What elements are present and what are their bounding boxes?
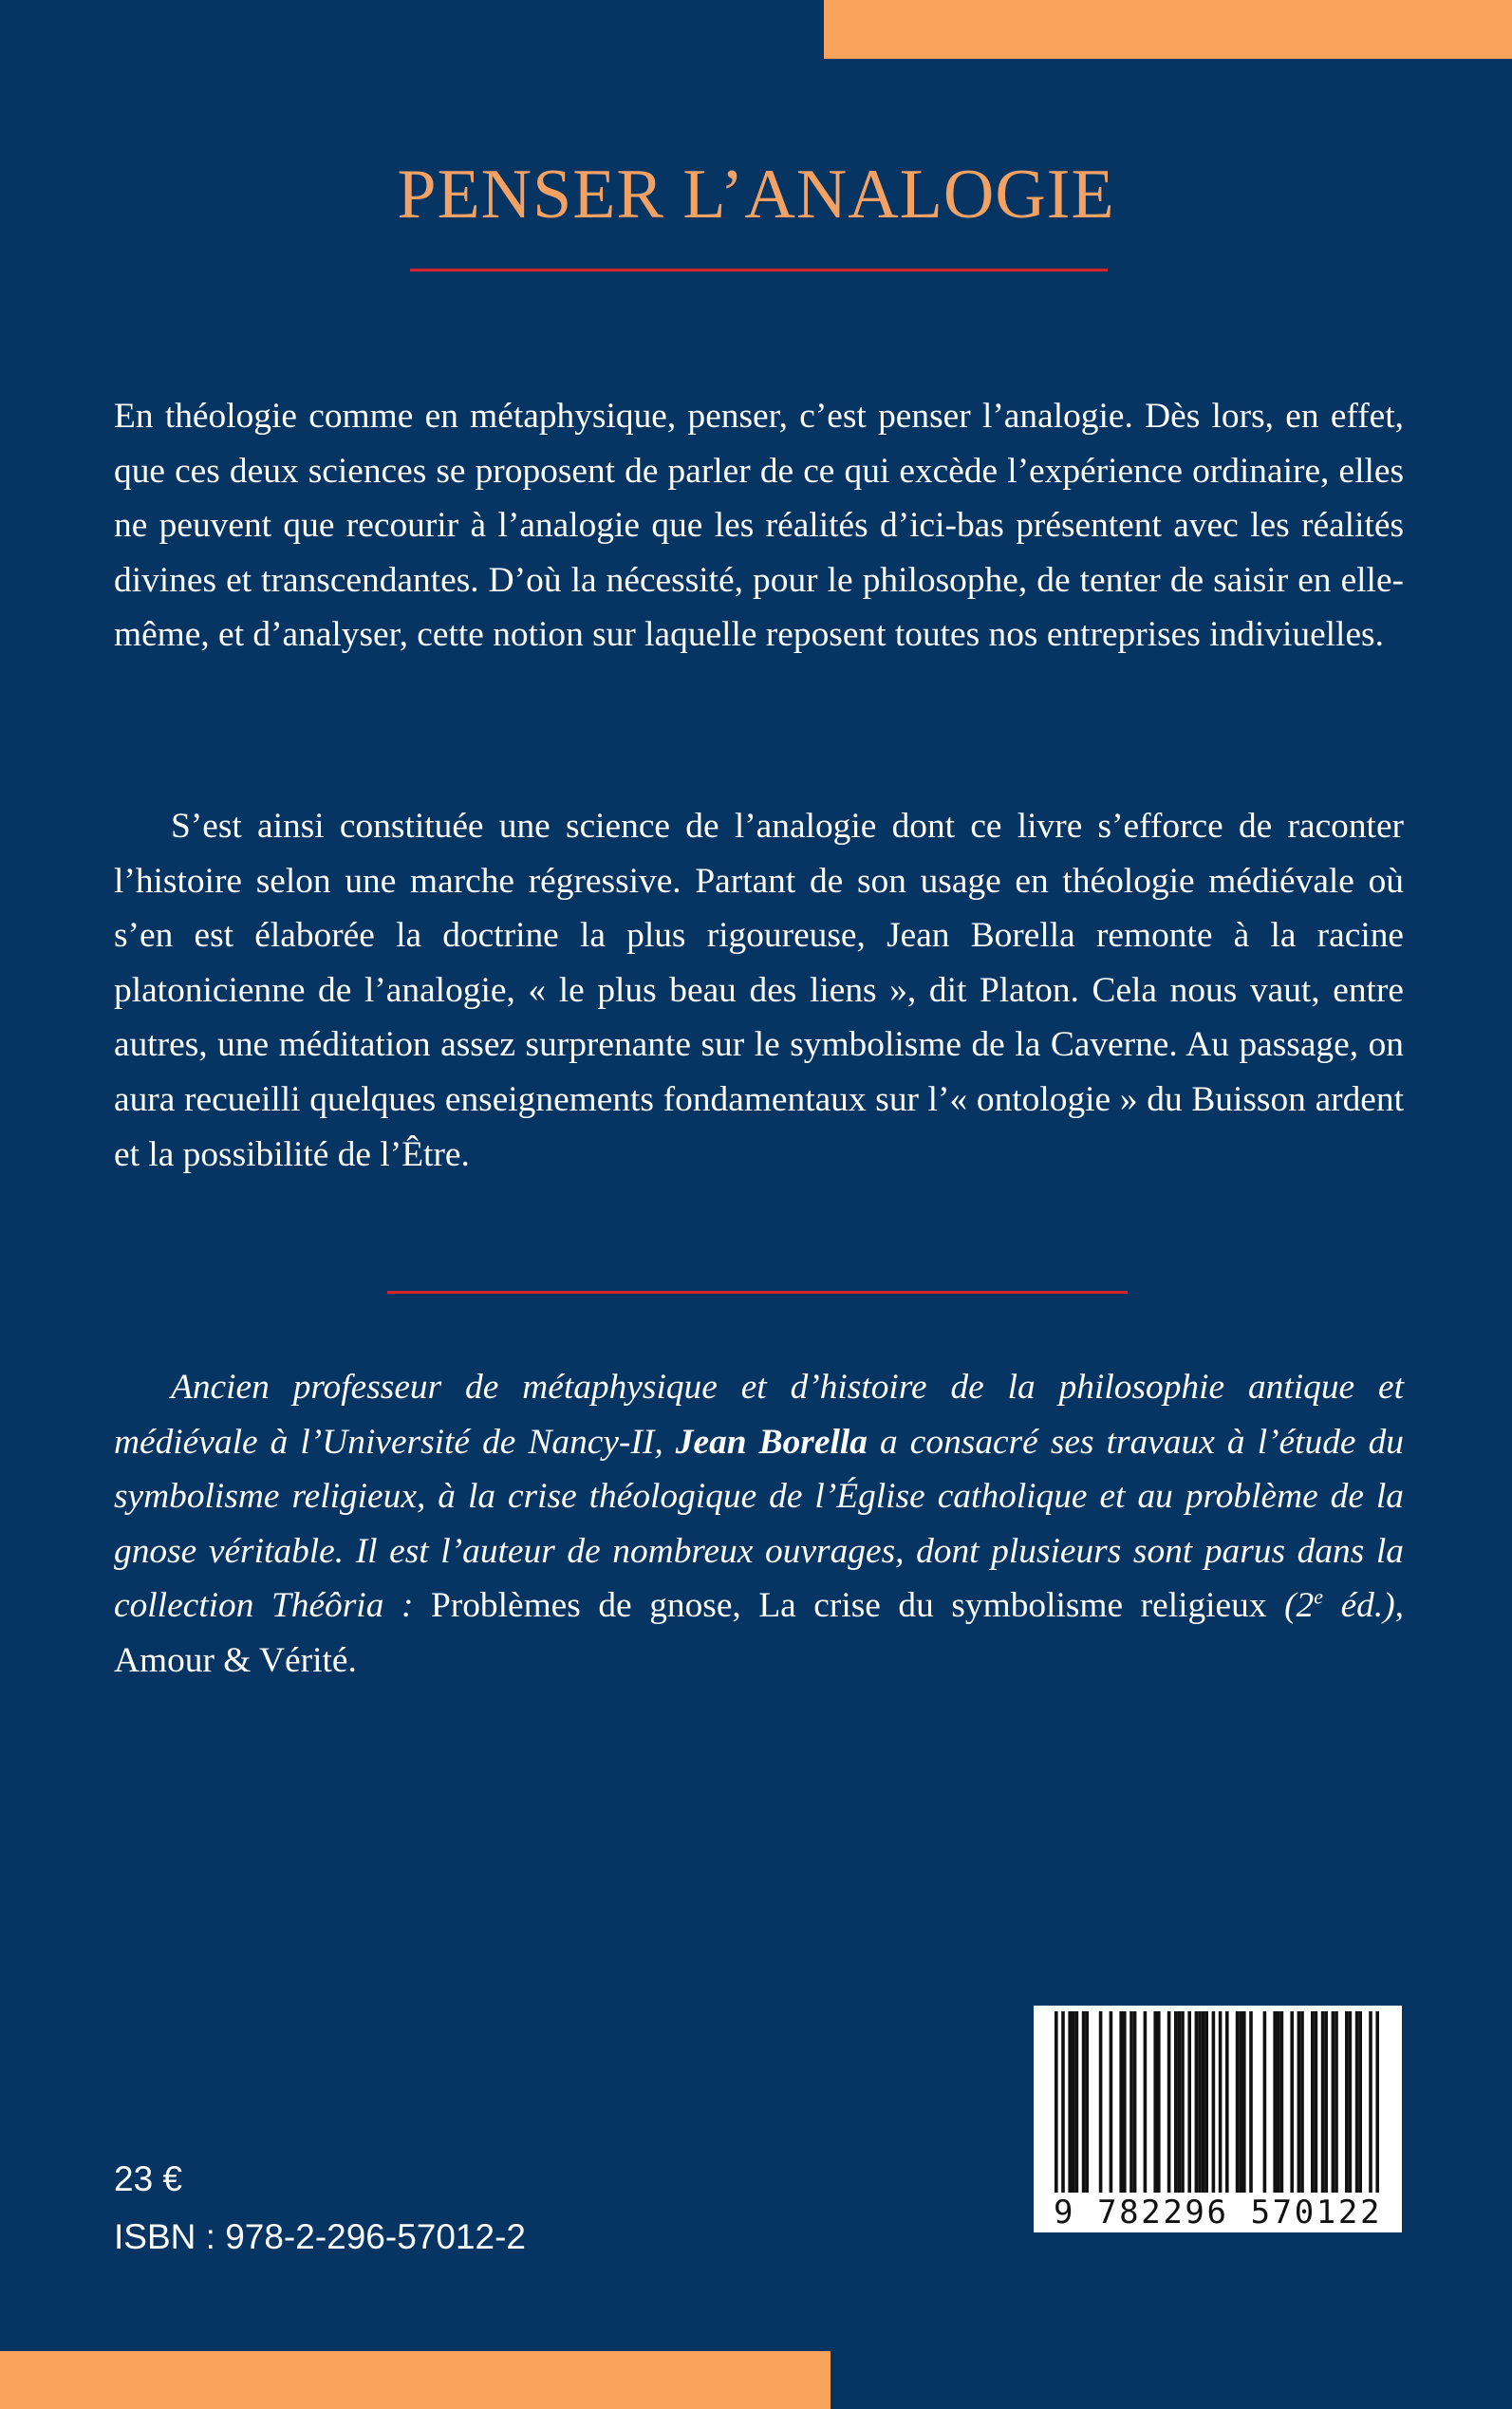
barcode-bar: [1202, 2011, 1205, 2195]
barcode-bar: [1277, 2011, 1280, 2195]
title-divider: [410, 269, 1108, 271]
barcode-bar: [1280, 2011, 1284, 2195]
isbn-label: ISBN : 978-2-296-57012-2: [114, 2217, 526, 2256]
book-title: PENSER L’ANALOGIE: [397, 156, 1115, 233]
barcode-bar: [1174, 2011, 1178, 2195]
barcode-bar: [1297, 2011, 1301, 2195]
barcode-bar: [1324, 2011, 1328, 2195]
barcode-bar: [1068, 2011, 1072, 2195]
barcode-bar: [1335, 2011, 1338, 2195]
barcode-bar: [1249, 2011, 1253, 2195]
barcode-bar: [1075, 2011, 1079, 2195]
barcode-bar: [1321, 2011, 1325, 2195]
barcode-bar: [1219, 2011, 1223, 2207]
barcode-bar: [1273, 2011, 1277, 2195]
barcode-bar: [1181, 2011, 1185, 2195]
barcode-bar: [1082, 2011, 1086, 2195]
barcode-bar: [1119, 2011, 1123, 2195]
barcode-bar: [1263, 2011, 1267, 2195]
barcode-bar: [1204, 2011, 1208, 2195]
barcode-bar: [1072, 2011, 1075, 2195]
bio-edition-close: éd.),: [1323, 1586, 1405, 1626]
barcode-bar: [1157, 2011, 1161, 2195]
barcode-bar: [1242, 2011, 1246, 2195]
barcode-bar: [1369, 2011, 1372, 2207]
barcode-bar: [1349, 2011, 1353, 2195]
barcode-bar: [1167, 2011, 1171, 2195]
section-divider: [387, 1291, 1128, 1294]
barcode-bar: [1225, 2011, 1229, 2195]
barcode-bar: [1055, 2011, 1058, 2207]
barcode-bar: [1085, 2011, 1089, 2195]
bio-end: .: [347, 1640, 357, 1680]
author-name: Jean Borella: [675, 1422, 868, 1462]
barcode-bar: [1236, 2011, 1240, 2195]
barcode-bar: [1187, 2011, 1191, 2195]
bottom-accent-band: [0, 2351, 831, 2409]
bio-edition-sup: e: [1314, 1584, 1324, 1609]
barcode-bar: [1355, 2011, 1359, 2195]
blurb-paragraph-1: En théologie comme en métaphysique, penser, c’est penser l’analogie. Dès lors, en effet, que ces deux sciences se proposent de parler de ce qui excède l’expérience ordinaire, elles ne peuvent que recourir à l’analogie que les réalités d’ici-bas présentent avec les réalités divines et transcendantes. D’où la nécessité, pour le philosophe, de tenter de saisir en elle-même, et d’analyser, cette notion sur laquelle reposent toutes nos entreprises indiviuelles.: [114, 397, 1404, 655]
barcode-bar: [1198, 2011, 1202, 2195]
author-biography: [114, 1360, 1404, 1689]
barcode-bar: [1153, 2011, 1157, 2195]
barcode-bar: [1133, 2011, 1137, 2195]
price-label: 23 €: [114, 2159, 183, 2198]
barcode-bars: [1034, 2006, 1402, 2209]
bio-intro: Ancien professeur de métaphysique et d’histoire de la philosophie antique et médiévale à l’Université de Nancy-II,: [114, 1368, 1404, 1462]
barcode-bar: [1315, 2011, 1318, 2195]
barcode-bar: [1178, 2011, 1182, 2195]
barcode-bar: [1099, 2011, 1103, 2195]
bio-book-1: Problèmes de gnose, La crise du symbolisme religieux: [430, 1586, 1267, 1626]
barcode-bar: [1375, 2011, 1379, 2207]
barcode-bar: [1239, 2011, 1242, 2195]
top-accent-band: [824, 0, 1512, 59]
barcode-bar: [1311, 2011, 1315, 2195]
barcode-graphic: [1034, 2006, 1402, 2209]
barcode-bar: [1290, 2011, 1294, 2195]
bio-book-2: Amour & Vérité: [114, 1640, 348, 1680]
barcode-bar: [1129, 2011, 1133, 2195]
barcode-bar: [1212, 2011, 1216, 2207]
barcode-bar: [1195, 2011, 1199, 2195]
blurb-paragraph-2: S’est ainsi constituée une science de l’analogie dont ce livre s’efforce de raconter l’histoire selon une marche régressive. Partant de son usage en théologie médiévale où s’en est élaborée la doctrine la plus rigoureuse, Jean Borella remonte à la racine platonicienne de l’analogie, « le plus beau des liens », dit Platon. Cela nous vaut, entre autres, une méditation assez surprenante sur le symbolisme de la Caverne. Au passage, on aura recueilli quelques enseignements fondamentaux sur l’« ontologie » du Buisson ardent et la possibilité de l’Être.: [114, 807, 1404, 1174]
barcode-bar: [1332, 2011, 1335, 2195]
barcode-bar: [1110, 2011, 1113, 2195]
barcode-bar: [1144, 2011, 1148, 2195]
barcode-bar: [1300, 2011, 1304, 2195]
barcode-digits: 9 782296 570122: [1034, 2193, 1402, 2232]
bio-body: a consacré ses travaux à l’étude du symbolisme religieux, à la crise théologique de l’Église catholique et au problème de la gnose véritable. Il est l’auteur de nombreux ouvrages, dont plusieurs sont parus dans la collection Théôria :: [114, 1422, 1405, 1626]
barcode-bar: [1061, 2011, 1065, 2207]
barcode-bar: [1123, 2011, 1127, 2195]
barcode-bar: [1345, 2011, 1349, 2195]
barcode-bar: [1358, 2011, 1362, 2195]
bio-edition-open: (2: [1266, 1586, 1315, 1626]
